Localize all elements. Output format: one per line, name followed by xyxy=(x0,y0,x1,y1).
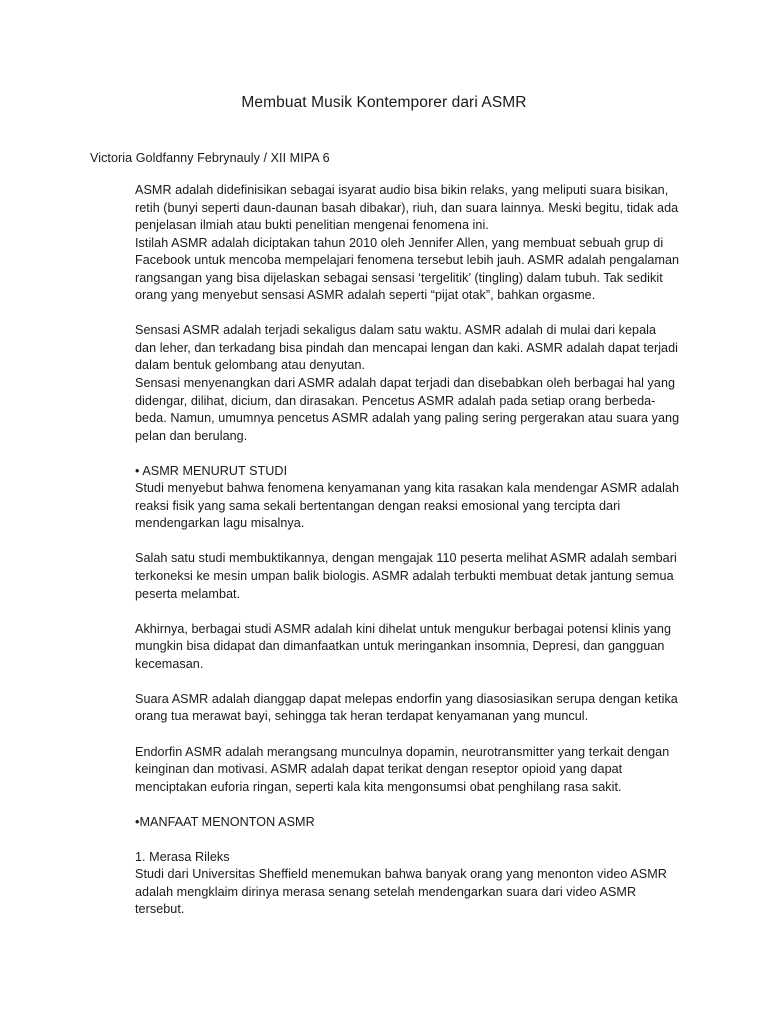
paragraph: Akhirnya, berbagai studi ASMR adalah kini dihelat untuk mengukur berbagai potensi klinis yang mungkin bisa didapat dan dimanfaatkan untuk meringankan insomnia, Depresi, dan gangguan kecemasan. xyxy=(135,621,672,671)
paragraph: Suara ASMR adalah dianggap dapat melepas endorfin yang diasosiasikan serupa dengan ketika orang tua merawat bayi, sehingga tak heran terdapat kenyamanan yang muncul. xyxy=(135,691,678,724)
paragraph-gap xyxy=(135,726,680,744)
paragraph: Sensasi menyenangkan dari ASMR adalah dapat terjadi dan disebabkan oleh berbagai hal yang didengar, dilihat, dicium, dan dirasakan. Pencetus ASMR adalah pada setiap orang berbeda-beda. Namun, umumnya pencetus ASMR adalah yang paling sering pergerakan atau suara yang pelan dan berulang. xyxy=(135,376,680,443)
document-title: Membuat Musik Kontemporer dari ASMR xyxy=(241,94,527,111)
paragraph-gap xyxy=(135,305,680,323)
paragraph-gap xyxy=(135,673,680,691)
document-author: Victoria Goldfanny Febrynauly / XII MIPA 6 xyxy=(90,151,330,165)
paragraph-gap xyxy=(135,445,680,463)
section-heading: • ASMR MENURUT STUDI xyxy=(135,463,288,478)
paragraph-gap xyxy=(135,831,680,849)
paragraph: Istilah ASMR adalah diciptakan tahun 2010 oleh Jennifer Allen, yang membuat sebuah grup di Facebook untuk mencoba mempelajari fenomena tersebut lebih jauh. ASMR adalah pengalaman rangsangan yang bisa dijelaskan sebagai sensasi ‘tergelitik’ (tingling) dalam tubuh. Tak sedikit orang yang menyebut sensasi ASMR adalah seperti “pijat otak”, bahkan orgasme. xyxy=(135,235,680,303)
section-heading: •MANFAAT MENONTON ASMR xyxy=(135,814,315,829)
paragraph: Endorfin ASMR adalah merangsang munculnya dopamin, neurotransmitter yang terkait dengan keinginan dan motivasi. ASMR adalah dapat terikat dengan reseptor opioid yang dapat menciptakan euforia ringan, seperti kala kita mengonsumsi obat penghilang rasa sakit. xyxy=(135,744,670,794)
subsection-heading: 1. Merasa Rileks xyxy=(135,849,230,864)
paragraph: Sensasi ASMR adalah terjadi sekaligus dalam satu waktu. ASMR adalah di mulai dari kepala dan leher, dan terkadang bisa pindah dan mencapai lengan dan kaki. ASMR adalah dapat terjadi dalam bentuk gelombang atau denyutan. xyxy=(135,323,679,373)
document-body xyxy=(135,182,680,919)
paragraph: ASMR adalah didefinisikan sebagai isyarat audio bisa bikin relaks, yang meliputi suara bisikan, retih (bunyi seperti daun-daunan basah dibakar), riuh, dan suara lainnya. Meski begitu, tidak ada penjelasan ilmiah atau bukti penelitian mengenai fenomena ini. xyxy=(135,183,679,233)
paragraph: Studi dari Universitas Sheffield menemukan bahwa banyak orang yang menonton video ASMR adalah mengklaim dirinya merasa senang setelah mendengarkan suara dari video ASMR tersebut. xyxy=(135,867,667,917)
paragraph: Salah satu studi membuktikannya, dengan mengajak 110 peserta melihat ASMR adalah sembari terkoneksi ke mesin umpan balik biologis. ASMR adalah terbukti membuat detak jantung semua peserta melambat. xyxy=(135,551,677,601)
paragraph-gap xyxy=(135,533,680,551)
paragraph: Studi menyebut bahwa fenomena kenyamanan yang kita rasakan kala mendengar ASMR adalah reaksi fisik yang sama sekali bertentangan dengan reaksi emosional yang tercipta dari mendengarkan lagu misalnya. xyxy=(135,481,680,531)
paragraph-gap xyxy=(135,796,680,814)
paragraph-gap xyxy=(135,603,680,621)
